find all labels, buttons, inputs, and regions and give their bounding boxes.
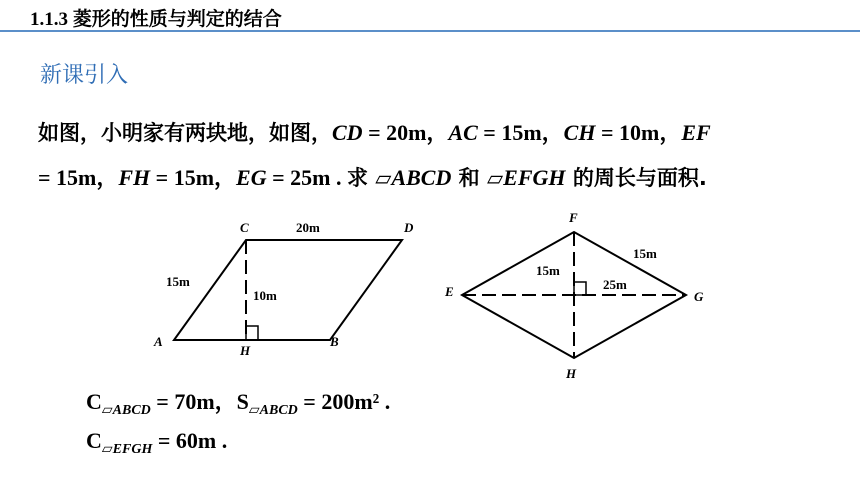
vertex-label-e: E — [445, 284, 454, 299]
length-label-eg: 25m — [603, 277, 627, 292]
result-line-1 — [86, 385, 390, 419]
vertex-label-h2: H — [566, 366, 577, 381]
name-abcd: ABCD — [391, 165, 452, 190]
result-line-2 — [86, 428, 227, 458]
segment-cd: CD — [332, 120, 363, 145]
perimeter-symbol: C — [86, 389, 102, 414]
lesson-title: 1.1.3 菱形的性质与判定的结合 — [30, 9, 282, 30]
cd-value: = 20m， — [362, 120, 449, 145]
fh-value: = 15m， — [150, 165, 237, 190]
segment-ch: CH — [563, 120, 596, 145]
length-label-fg: 15m — [633, 246, 657, 261]
area-subscript: ▱ABCD — [248, 403, 298, 418]
parallelogram-symbol: ▱ — [375, 166, 392, 190]
parallelogram-symbol: ▱ — [487, 166, 504, 190]
question-word: 求 — [346, 166, 376, 190]
right-angle-mark-center — [574, 282, 586, 295]
perimeter-symbol-2: C — [86, 428, 102, 453]
perimeter-subscript-2: ▱EFGH — [101, 442, 153, 457]
length-label-cd: 20m — [296, 220, 320, 235]
eg-value: = 25m . — [266, 165, 347, 190]
vertex-label-h: H — [240, 343, 251, 358]
perimeter-value: = 70m， — [150, 389, 237, 414]
right-angle-mark-h — [246, 326, 258, 340]
length-label-ac: 15m — [166, 274, 190, 289]
segment-fh: FH — [118, 165, 151, 190]
question-end: 的周长与面积. — [565, 166, 707, 190]
vertex-label-g: G — [694, 289, 704, 304]
ef-value: = 15m， — [38, 165, 119, 190]
section-title: 新课引入 — [40, 63, 129, 88]
length-label-ch: 10m — [253, 288, 277, 303]
area-value: = 200m² . — [297, 389, 391, 414]
ch-value: = 10m， — [595, 120, 682, 145]
parallelogram-abcd-shape — [174, 240, 402, 340]
ac-value: = 15m， — [477, 120, 564, 145]
segment-ac: AC — [448, 120, 478, 145]
vertex-label-b: B — [330, 334, 339, 349]
problem-text: 如图，小明家有两块地，如图， — [38, 121, 332, 145]
vertex-label-c: C — [240, 220, 249, 235]
segment-eg: EG — [236, 165, 267, 190]
name-efgh: EFGH — [503, 165, 566, 190]
length-label-fh: 15m — [536, 263, 560, 278]
and-word: 和 — [451, 166, 487, 190]
vertex-label-a: A — [154, 334, 163, 349]
vertex-label-f: F — [569, 210, 578, 225]
area-symbol: S — [236, 389, 249, 414]
perimeter-subscript: ▱ABCD — [101, 403, 151, 418]
perimeter-value-2: = 60m . — [152, 428, 228, 453]
vertex-label-d: D — [404, 220, 414, 235]
segment-ef: EF — [681, 120, 711, 145]
